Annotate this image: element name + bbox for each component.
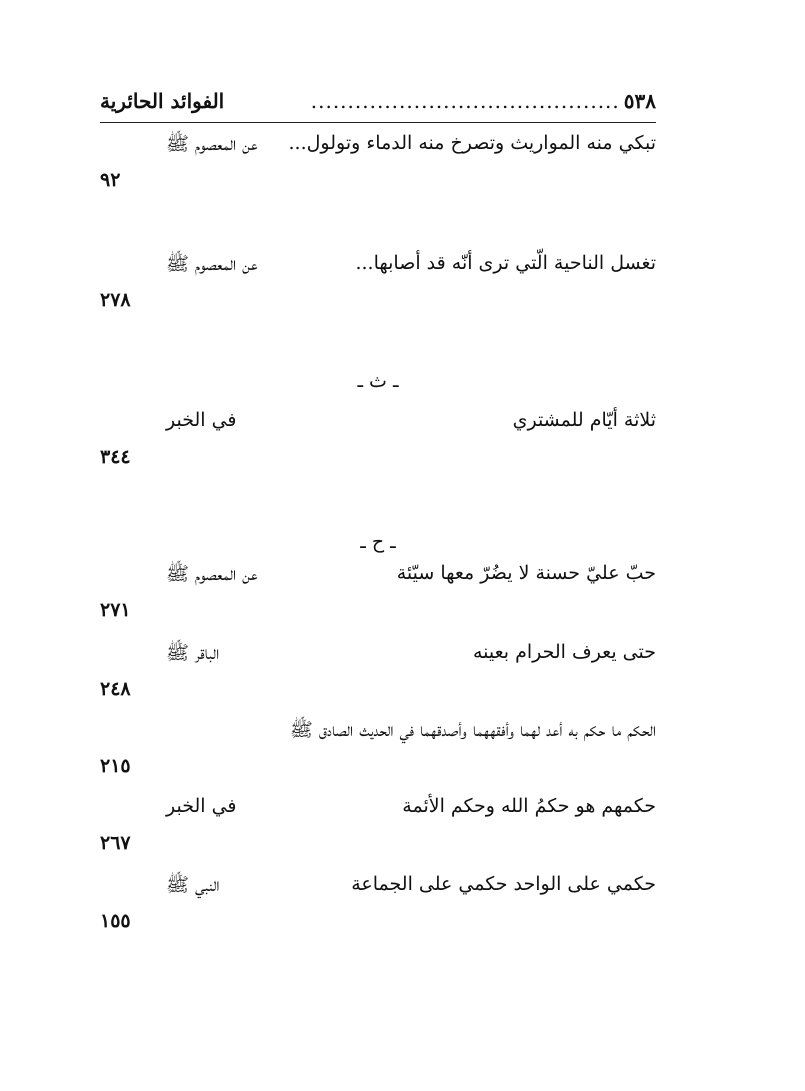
section-letter-heading: ـ ح ـ [360,531,396,553]
entry-page-number: ٢١٥ [100,755,131,777]
running-header [100,86,656,123]
entry-page-number: ٢٧٨ [100,289,131,311]
index-entry [100,718,656,798]
entry-text: الحكم ما حكم به أعد لهما وأفقههما وأصدقهما في الحديث الصادق ﷺ [289,719,656,741]
entry-source: في الخبر [166,795,237,817]
index-entry [100,641,656,721]
entry-page-number: ١٥٥ [100,910,131,932]
entry-text: حكمي على الواحد حكمي على الجماعة [351,873,656,895]
index-entry [100,562,656,642]
entry-text: تبكي منه المواريث وتصرخ منه الدماء وتولول... [288,132,656,154]
entry-page-number: ٩٢ [100,169,121,191]
entry-text: حكمهم هو حكمُ الله وحكم الأئمة [402,795,656,817]
entry-page-number: ٣٤٤ [100,446,131,468]
index-entry [100,873,656,953]
entry-text: ثلاثة أيّام للمشتري [512,409,656,431]
index-entry [100,132,656,212]
entry-source: عن المعصوم ﷺ [166,563,258,585]
entry-page-number: ٢٦٧ [100,832,131,854]
header-page-number: ٥٣٨ [623,89,656,113]
entry-source: عن المعصوم ﷺ [166,253,258,275]
index-entry [100,795,656,875]
entry-source: عن المعصوم ﷺ [166,133,258,155]
header-book-title: الفوائد الحائرية [100,89,225,113]
entry-text: تغسل الناحية الّتي ترى أنّه قد أصابها... [355,252,656,274]
entry-text: حتى يعرف الحرام بعينه [472,641,656,663]
entry-text: حبّ عليّ حسنة لا يضُرّ معها سيّئة [396,562,656,584]
entry-source: النبي ﷺ [166,874,220,896]
entry-page-number: ٢٧١ [100,599,131,621]
entry-source: في الخبر [166,409,237,431]
index-entry [100,252,656,332]
header-leader-dots: .......................................... [310,89,620,113]
entry-page-number: ٢٤٨ [100,678,131,700]
entry-source: الباقر ﷺ [166,642,220,664]
section-letter-heading: ـ ث ـ [357,370,399,392]
index-entry [100,409,656,489]
